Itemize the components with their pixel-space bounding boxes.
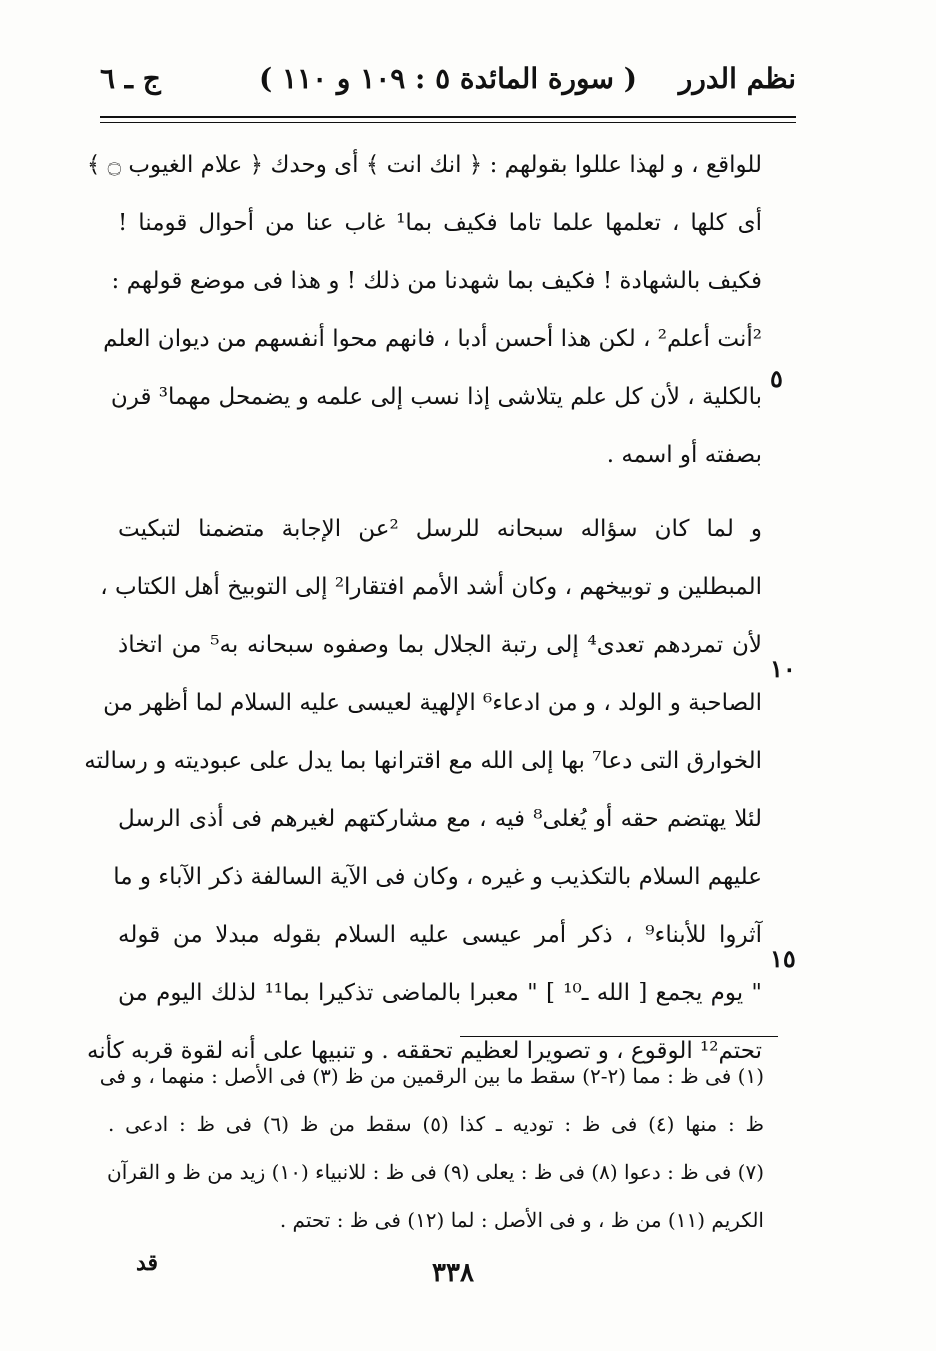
text-line: المبطلين و توبيخهم ، وكان أشد الأمم افتقارا² إلى التوبيخ أهل الكتاب ، (100, 574, 762, 600)
text-line: للواقع ، و لهذا عللوا بقولهم : ﴿ انك انت ﴾ أى وحدك ﴿ علام الغيوب ۝ ﴾ (86, 152, 762, 178)
surah-reference: ( سورة المائدة ٥ : ١٠٩ و ١١٠ ) (259, 62, 637, 95)
footnote-rule (460, 1036, 778, 1037)
signature-mark: قد (136, 1250, 159, 1276)
text-line: تحتم¹² الوقوع ، و تصويرا لعظيم تحققه . و تنبيها على أنه لقوة قربه كأنه (86, 1038, 762, 1064)
line-number-10: ١٠ (770, 654, 796, 683)
line-number-15: ١٥ (770, 944, 796, 973)
text-line: بالكلية ، لأن كل علم يتلاشى إذا نسب إلى علمه و يضمحل مهما³ قرن (110, 384, 762, 410)
text-line: الخوارق التى دعا⁷ بها إلى الله مع اقترانها بما يدل على عبوديته و رسالته (84, 748, 762, 774)
text-line: فكيف بالشهادة ! فكيف بما شهدنا من ذلك ! و هذا فى موضع قولهم : (111, 268, 762, 294)
text-line: لأن تمردهم تعدى⁴ إلى رتبة الجلال بما وصفوه سبحانه به⁵ من اتخاذ (118, 632, 762, 658)
text-line: آثروا للأبناء⁹ ، ذكر أمر عيسى عليه السلام بقوله مبدلا من قوله (118, 922, 762, 948)
header-rule (100, 116, 796, 118)
volume-number: ج ـ ٦ (100, 62, 161, 95)
running-header (100, 62, 796, 106)
text-line: أى كلها ، تعلمها علما تاما فكيف بما¹ غاب عنا من أحوال قومنا ! (118, 210, 762, 236)
header-rule-thin (100, 122, 796, 123)
text-line: عليهم السلام بالتكذيب و غيره ، وكان فى الآية السالفة ذكر الآباء و ما (113, 864, 762, 890)
text-line: ²أنت أعلم² ، لكن هذا أحسن أدبا ، فانهم محوا أنفسهم من ديوان العلم (103, 326, 762, 352)
page-number: ٣٣٨ (432, 1258, 474, 1288)
footnote-line: (١) فى ظ : مما (٢-٢) سقط ما بين الرقمين من ظ (٣) فى الأصل : منهما ، و فى (99, 1064, 764, 1088)
footnote-line: ظ : منها (٤) فى ظ : توديه ـ كذا (٥) سقط من ظ (٦) فى ظ : ادعى . (108, 1112, 765, 1136)
text-line: بصفته أو اسمه . (606, 442, 762, 468)
book-title: نظم الدرر (678, 62, 796, 95)
text-line: و لما كان سؤاله سبحانه للرسل ²عن الإجابة متضمنا لتبكيت (118, 516, 762, 542)
text-line: الصاحبة و الولد ، و من ادعاء⁶ الإلهية لعيسى عليه السلام لما أظهر من (103, 690, 762, 716)
text-line: " يوم يجمع [ الله ـ¹⁰ ] " معبرا بالماضى تذكيرا بما¹¹ لذلك اليوم من (118, 980, 762, 1006)
main-text (84, 136, 762, 1080)
footnote-line: الكريم (١١) من ظ ، و فى الأصل : لما (١٢) فى ظ : تحتم . (279, 1208, 764, 1232)
text-line: لئلا يهتضم حقه أو يُغلى⁸ فيه ، مع مشاركتهم لغيرهم فى أذى الرسل (118, 806, 762, 832)
line-number-5: ٥ (770, 364, 783, 393)
footnotes (99, 1052, 765, 1244)
footnote-line: (٧) فى ظ : دعوا (٨) فى ظ : يعلى (٩) فى ظ : للانبياء (١٠) زيد من ظ و القرآن (107, 1160, 764, 1184)
